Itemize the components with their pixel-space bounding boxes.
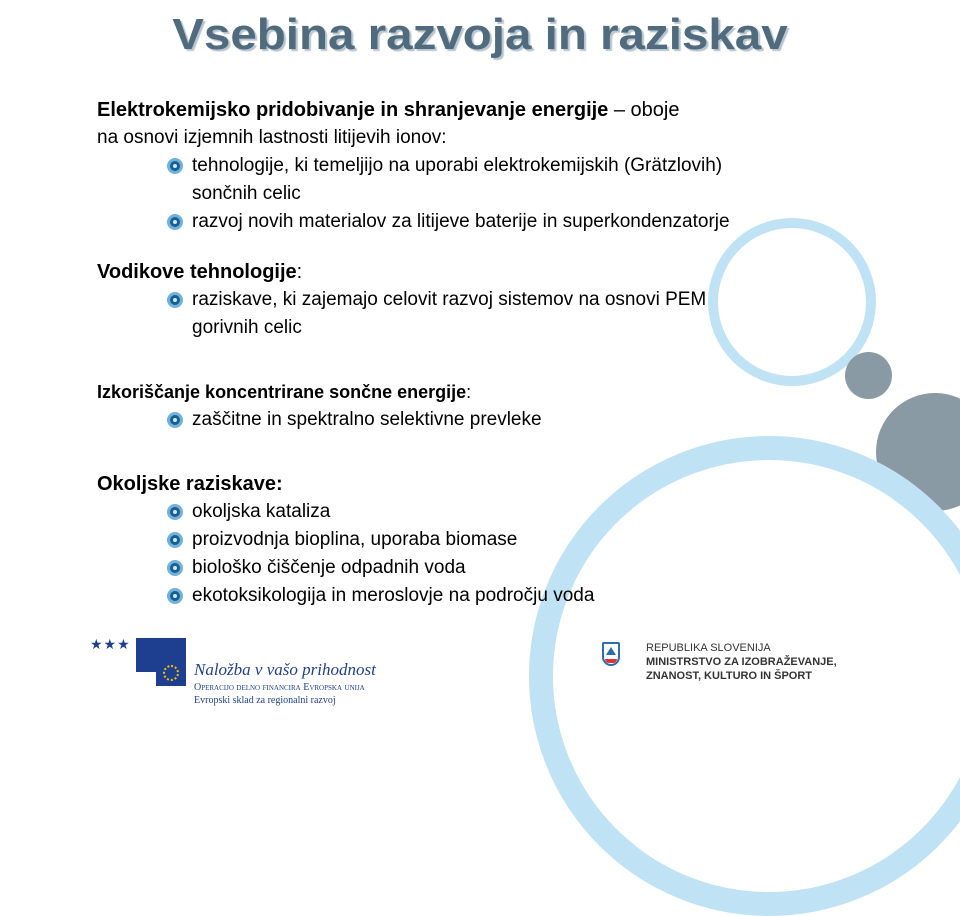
- section-heading: Okoljske raziskave:: [97, 473, 283, 495]
- slide-content: [97, 96, 877, 610]
- section-heading: Izkoriščanje koncentrirane sončne energije:: [97, 382, 472, 402]
- eu-slogan: Naložba v vašo prihodnost: [194, 660, 376, 679]
- ministry-name-line2: ZNANOST, KULTURO IN ŠPORT: [646, 670, 813, 682]
- list-item: tehnologije, ki temeljijo na uporabi elektrokemijskih (Grätzlovih) sončnih celic: [167, 152, 877, 208]
- eu-fund-text: Evropski sklad za regionalni razvoj: [194, 695, 336, 706]
- ministry-name-line1: MINISTRSTVO ZA IZOBRAŽEVANJE,: [646, 656, 837, 668]
- slide-title: Vsebina razvoja in raziskav: [172, 10, 788, 59]
- bullet-icon: [167, 560, 183, 576]
- ministry-country: REPUBLIKA SLOVENIJA: [646, 642, 771, 654]
- section-heading: Elektrokemijsko pridobivanje in shranjevanje energije – oboje: [97, 99, 680, 121]
- bullet-list: [97, 152, 877, 236]
- slovenia-crest-icon: [602, 642, 620, 666]
- bullet-icon: [167, 292, 183, 308]
- list-item: raziskave, ki zajemajo celovit razvoj sistemov na osnovi PEM gorivnih celic: [167, 286, 877, 342]
- bullet-icon: [167, 504, 183, 520]
- eu-funding-logo: [90, 634, 410, 714]
- bullet-icon: [167, 412, 183, 428]
- bullet-icon: [167, 588, 183, 604]
- section-subline: na osnovi izjemnih lastnosti litijevih ionov:: [97, 127, 447, 148]
- eu-cofinance-text: Operacijo delno financira Evropska unija: [194, 682, 365, 693]
- list-item: biološko čiščenje odpadnih voda: [167, 554, 877, 582]
- eu-stars-icon: ★★★: [90, 636, 131, 652]
- list-item: ekotoksikologija in meroslovje na področju voda: [167, 582, 877, 610]
- ministry-logo: [598, 640, 858, 690]
- eu-star-circle-icon: [163, 665, 179, 681]
- section-heading: Vodikove tehnologije:: [97, 261, 303, 283]
- list-item: zaščitne in spektralno selektivne prevleke: [167, 406, 877, 434]
- list-item: razvoj novih materialov za litijeve baterije in superkondenzatorje: [167, 208, 877, 236]
- bullet-icon: [167, 158, 183, 174]
- bullet-icon: [167, 532, 183, 548]
- bullet-list: [97, 406, 877, 434]
- list-item: okoljska kataliza: [167, 498, 877, 526]
- list-item: proizvodnja bioplina, uporaba biomase: [167, 526, 877, 554]
- bullet-list: [97, 286, 877, 342]
- bullet-icon: [167, 214, 183, 230]
- bullet-list: [97, 498, 877, 610]
